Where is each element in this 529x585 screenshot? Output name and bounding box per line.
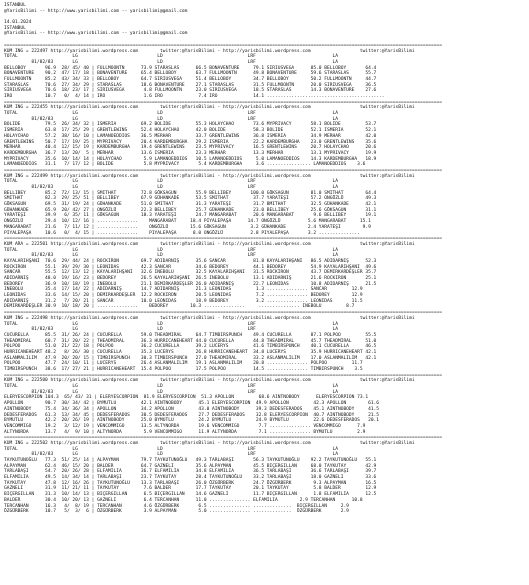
report-line: ONGÖZLÜ 29.4 10/ 12/ 16 | ............... MANGARABAT 18.4 PIYALEPAŞA 14.7 ONGÖZLÜ 5.6 MANGARABAT 15.1 bbox=[4, 219, 371, 225]
report-line: TIMBIRSPUNCH 38.6 17/ 27/ 21 | HURRICANEHEART 15.4 POLPOO 17.5 POLPOO 14.5 ............... TIMBIRSPUNCH 3.5 bbox=[4, 367, 363, 372]
report-line: MYPRIVACY 35.6 10/ 14/ 14 | HOLAYCHAO 5.9 LAMANOEDDIOS 10.5 LAMANOEDDIOS 5.0 LAMANOEDDIOS 14.3 KARDEMBURGHA 18.9 bbox=[4, 156, 377, 162]
report-line: TOTAL LG LD LRF LA bbox=[4, 111, 338, 117]
report-line: ISTANBUL bbox=[4, 3, 26, 8]
report-line: MERHAR 40.4 12/ 15/ 19 | KARDEMBURGHA 19.4 GRENTLEWINS 23.5 MYPRIVACY 16.5 GRENTLEWINS 20.7 HOLAYCHAO 20.6 bbox=[4, 145, 377, 151]
report-line: KUM ING = 222502 http://yarisbilimi.wordpress.com twitter:@YarisBilimi - http://yarisbilimi.wordpress.com twitter:@YarisBilimi bbox=[4, 440, 415, 446]
report-line: YARATEŞI 39.9 6/ 35/ 11 | GÖKSAGUN 18.3 YARATEŞI 24.7 MANGARABAT 20.6 MANGARABAT 9.6 BELLIBEY 19.1 bbox=[4, 213, 377, 219]
report-line: 81/82/83 LG LD LRF LA bbox=[4, 389, 338, 395]
report-line: BIÇERGILLAN 31.3 10/ 14/ 13 | BIÇERGILLAN 6.5 BIÇERGILLAN 14.6 GAZNELI 11.7 BIÇERGILLAN 1.8 ELFAMILIA 12.5 bbox=[4, 492, 377, 498]
report-line: GAZNELI 31.9 11/ 21/ 11 | TAYKUTAY 7.6 BALDER 17.7 TAYKUTAY 20.1 TAYKUTAY 5.8 BALDER 12.9 bbox=[4, 486, 377, 492]
report-line: @YarisBilimi -- http://www.yarisbilimi.com -- yarisbilimi@gmail.com bbox=[4, 8, 188, 14]
report-line: SMITHAT 82.3 29/ 25/ 51 | BELLIBEY 67.9 GÜHANKADE 53.5 SMITHAT 37.7 YARATEŞI 57.2 ONGÖZLÜ 49.3 bbox=[4, 196, 377, 202]
report-line: HOLAYCHAO 57.2 38/ 16/ 10 | LAMANOEDDIOS 36.5 MERHAR 33.7 GRENTLEWINS 36.8 ISMERIA 34.9 MERHAR 42.0 bbox=[4, 133, 377, 139]
report-line: ================================================================================================================================================================ bbox=[4, 99, 442, 105]
report-line: ================================================================================================================================================================ bbox=[4, 236, 442, 242]
report-line: BYMUTLU 42.2 20/ 26/ 19 | AINTNOBODY 25.0 BYMUTLU 24.2 BYMUTLU 24.9 BYMUTLU 22.6 DEDESFERADOS 20.1 bbox=[4, 418, 380, 424]
report-line: TOTAL LG LD LRF LA bbox=[4, 247, 338, 253]
report-line: BEDOREY 36.9 10/ 18/ 19 | INEBOLU 21.1 DEMIRKARDEŞLER 26.0 ADIDARNIŞ 22.7 LEONIDAS 10.8 ADIDARNIŞ 21.5 bbox=[4, 281, 377, 287]
report-line: POLPOO 51.0 21/ 22/ 18 | POLPOO 36.2 CUCURELLA 39.2 LUCERYS 41.6 TIMBIRSPUNCH 40.1 CUCURELLA 46.5 bbox=[4, 344, 377, 350]
report-line: ÖZGÜRBERK 10.7 5/ 3/ 6 | ÖZGÜRBERK 3.9 ALPAYMAN 5.0 ............... .............. ÖZGÜRBERK 2.9 bbox=[4, 509, 349, 515]
report-line: 81/82/83 LG LD LRF LA bbox=[4, 185, 338, 190]
report-line: 81/82/83 LG LD LRF LA bbox=[4, 116, 338, 122]
report-line: ================================================================================================================================================================ bbox=[4, 42, 442, 48]
report-line: ADIDARNIŞ 48.0 19/ 16/ 23 | BEDOREY 26.5 KAYALARIHŞANI 26.5 INEBOLU 13.1 ADIDARNIŞ 21.6 ROCKIRON 25.1 bbox=[4, 276, 377, 281]
report-line: LEONIDAS 33.6 14/ 15/ 20 | DEMIRKARDEŞLER 12.2 ROCKIRON 20.5 LEONIDAS 7.2 ............... BEDOREY 12.9 bbox=[4, 293, 363, 299]
report-line: KUM ING = 222500 http://yarisbilimi.wordpress.com twitter:@YarisBilimi - http://yarisbilimi.wordpress.com twitter:@YarisBilimi bbox=[4, 378, 415, 384]
report-line: ISMERIA 63.8 17/ 25/ 29 | GRENTLEWINS 52.4 HOLAYCHAO 42.0 BOLIDE 58.3 BOLIDE 52.1 ISMERIA 52.1 bbox=[4, 128, 377, 134]
report-line: 81/82/83 LG LD LRF LA bbox=[4, 59, 338, 65]
report-line: SANCAR 55.5 12/ 13/ 12 | KAYALARIHŞANI 32.6 INEBOLU 32.5 KAYALARIHŞANI 31.5 ROCKIRON 43.7 DEMIRKARDEŞLER 35.7 bbox=[4, 270, 377, 276]
report-line: GÖKSAGUN 69.5 31/ 19/ 24 | GÜHANKADE 51.0 SMITHAT 31.3 YARATEŞI 31.7 BMITHAT 32.5 GÜHANKADE 42.1 bbox=[4, 202, 377, 208]
report-line: AINTNOBODY 75.4 34/ 36/ 34 | APOLLON 34.2 APOLLON 43.0 AINTNOBODY 39.3 DEDESFERADOS 45.1 AINTNOBODY 41.5 bbox=[4, 406, 380, 412]
report-line: BONAVENTURE 90.2 47/ 17/ 18 | BONAVENTURE 65.4 BELLOBOY 63.7 FULLMOONTN 49.8 BONAVENTURE 59.6 STARASLAS 55.7 bbox=[4, 71, 377, 77]
report-line: KUM ING = 222497 http://yarisbilimi.wordpress.com twitter:@YarisBilimi - http://yarisbilimi.wordpress.com twitter:@YarisBilimi bbox=[4, 48, 415, 54]
report-line: TOTAL LG LD LRF LA bbox=[4, 321, 338, 327]
report-line: LAMANOEDDIOS 31.1 7/ 17/ 12 | BOLIDE 5.8 MYPRIVACY 5.4 KARDEMBURGHA 3.6 ................ LAMANOEDDIOS 3.6 bbox=[4, 162, 366, 168]
report-line: ASLANMALILIM 47.9 20/ 20/ 15 | TIMBIRSPUNCH 30.3 TIMBIRSPUNCH 27.0 THEADMIRAL 33.2 ASLANMALILIM 17.0 ASLANMALILIM 42.1 bbox=[4, 355, 377, 361]
report-line: STARASLAS 70.6 27/ 34/ 29 | STARASLAS 18.6 BONAVENTURE 27.1 STARASLAS 31.5 FULLMOONTN 20.0 SIRIUSVEGA 36.5 bbox=[4, 82, 377, 88]
report-line: 81/82/83 LG LD LRF LA bbox=[4, 327, 338, 333]
report-line: ALPAYMAN 62.4 46/ 15/ 20 | BALDER 64.7 GAZNELI 35.6 ALPAYMAN 45.5 BIÇERGILLAN 68.0 TAYKUTAY 42.9 bbox=[4, 463, 377, 469]
report-line: BELLOBOY 96.9 28/ 45/ 40 | FULLMOONTN 73.9 STARASLAS 66.5 BONAVENTURE 79.1 SIRIUSVEGA 85.0 BELLOBOY 64.4 bbox=[4, 65, 377, 71]
report-line: INEBOLU 35.4 17/ 14/ 22 | ADIDARNIŞ 14.7 ADIDARNIŞ 21.3 LEONIDAS 1.3 ............... SANCAR 12.9 bbox=[4, 287, 363, 293]
report-line: KUM ING = 222455 http://yarisbilimi.wordpress.com twitter:@YarisBilimi - http://yarisbilimi.wordpress.com twitter:@YarisBilimi bbox=[4, 105, 415, 111]
report-line: 14.01.2024 bbox=[4, 20, 32, 26]
report-line: GÜHANKADE 65.9 20/ 42/ 27 | ONGÖZLÜ 22.3 BELLIBEY 25.7 GÜHANKADE 23.0 BELLIBEY 25.6 GÖKSAGUN 31.1 bbox=[4, 207, 377, 213]
report-line: TERCANHAN 16.3 4/ 8/ 19 | TERCANHAN 4.6 ÖZGÜRBERK 6.5 ............... .............. BIÇERGILLAN 2.9 bbox=[4, 503, 349, 509]
report-line: TAYKUTUNOĞLU 77.3 51/ 25/ 14 | ALPAYMAN 79.7 TAYKUTUNOĞLU 49.3 TARLABAŞI 56.3 TAYKUTUNOĞLU 92.2 TAYKUTUNOĞLU 55.1 bbox=[4, 458, 377, 463]
report-line: KAYALARIHŞANI 70.6 29/ 44/ 24 | ROCKIRON 69.7 ADIDARNIŞ 35.6 SANCAR 81.8 KAYALARIHŞANI 86.5 ADIDARNIŞ 52.3 bbox=[4, 258, 377, 264]
report-line: 81/82/83 LG LD LRF LA bbox=[4, 253, 338, 259]
report-line: KUM ING = 222499 http://yarisbilimi.wordpress.com twitter:@YarisBilimi - http://yarisbilimi.wordpress.com twitter:@YarisBilimi bbox=[4, 173, 415, 179]
report-line: TARLABAŞI 54.7 20/ 26/ 28 | ELFAMILIA 36.7 ELFAMILIA 34.8 ELFAMILIA 36.5 TARLABAŞI 36.6 TARLABAŞI 39.7 bbox=[4, 469, 377, 475]
report-line: DEDESFERADOS 61.3 13/ 34/ 45 | DEDESFERADOS 30.5 DEDESFERADOS 27.7 DEDESFERADOS 32.8 ELERYESCORPION 40.7 AINTNOBODY 21.5 bbox=[4, 412, 380, 418]
report-line: ================================================================================================================================================================ bbox=[4, 372, 442, 378]
report-line: PIYALEPAŞA 10.6 0/ 4/ 15 | ............... PIYALEPAŞA 8.0 ONGÖZLÜ 2.8 PIYALEPAŞA 3.2 ............... bbox=[4, 230, 360, 236]
report-line: TAYKUTAY 47.8 12/ 16/ 26 | TAYKUTUNOĞLU 13.3 TARLABAŞI 26.0 ÖZGÜRBERK 24.7 ÖZGÜRBERK 9.3 ALPAYMAN 16.5 bbox=[4, 480, 377, 486]
report-line: CUCURELLA 85.5 31/ 26/ 24 | CUCURELLA 59.0 THEADMIRAL 64.7 TIMBIRSPUNCH 49.4 CUCURELLA 87.1 POLPOO 55.5 bbox=[4, 332, 377, 338]
report-line: BOLIDE 79.5 26/ 34/ 32 | ISMERIA 69.2 BOLIDE 55.3 HOLAYCHAO 73.6 MYPRIVACY 58.1 BOLIDE 53.7 bbox=[4, 122, 377, 128]
report-line: ================================================================================================================================================================ bbox=[4, 310, 442, 316]
report-line: IRO 10.7 0/ 4/ 14 | IRO 1.6 IRO 7.4 IRO 14.1 ........................................... bbox=[4, 94, 385, 99]
report-line: DEMIRKARDEŞLER 30.9 10/ 18/ 20 | ............... BEDOREY 10.3 ............... ............... INEBOLU 8.7 bbox=[4, 304, 355, 310]
report-line: ================================================================================================================================================================ bbox=[4, 167, 442, 173]
report-line: MANGARABAT 21.6 7/ 11/ 12 | ............... ONGÖZLÜ 15.6 GÖKSAGUN 3.2 GÜHANKADE 2.4 YARATEŞI 9.9 bbox=[4, 224, 371, 230]
report-line: @YarisBilimi -- http://www.yarisbilimi.com -- yarisbilimi@gmail.com bbox=[4, 31, 188, 37]
report-line: ================================================================================================================================================================ bbox=[4, 435, 442, 441]
report-line: TOTAL LG LD LRF LA bbox=[4, 446, 338, 452]
report-line: FULLMOONTN 85.2 43/ 34/ 33 | BELLOBOY 64.7 SIRIUSVEGA 51.4 BELLOBOY 34.7 BELLOBOY 50.2 FULLMOONTN 44.7 bbox=[4, 76, 377, 82]
report-line: TOTAL LG LD LRF LA bbox=[4, 179, 338, 185]
report-line: GRENTLEWINS 50.7 17/ 19/ 25 | MYPRIVACY 20.4 KARDEMBURGHA 29.2 ISMERIA 22.2 KARDEMBURGHA 23.0 GRENTLEWINS 35.6 bbox=[4, 139, 377, 145]
report-line: TOTAL LG LD LRF LA bbox=[4, 384, 338, 390]
report-line: ELERYESCORPION 104.3 65/ 43/ 31 | ELERYESCORPION 81.9 ELERYESCORPION 51.3 APOLLON 68.6 AINTNOBODY ELERYESCORPION 73.1 bbox=[4, 395, 369, 401]
report-line: ALTYNORDA 13.7 4/ 9/ 10 | ALTYNORDA 5.9 VENCOMMIGO 11.9 ALTYNORDA 7.1 ............... BYMUTLU 2.9 bbox=[4, 429, 366, 435]
report-line: KUM ARA = 222501 http://yarisbilimi.wordpress.com twitter:@YarisBilimi - http://yarisbilimi.wordpress.com twitter:@YarisBilimi bbox=[4, 241, 415, 247]
report-line: ROCKIRON 55.1 39/ 29/ 30 | LEONIDAS 42.3 SANCAR 34.6 BEDOREY 44.1 BEDOREY 54.9 KAYALARIHŞANI 49.6 bbox=[4, 264, 377, 270]
report-line: SIRIUSVEGA 70.6 18/ 23/ 17 | SIRIUSVEGA 4.8 FULLMOONTN 23.0 SIRIUSVEGA 18.5 STARASLAS 14.3 BONAVENTURE 27.6 bbox=[4, 88, 377, 94]
report-line: KUM ING = 222498 http://yarisbilimi.wordpress.com twitter:@YarisBilimi - http://yarisbilimi.wordpress.com twitter:@YarisBilimi bbox=[4, 315, 415, 321]
report-line: HURRICANEHEART 48.2 8/ 26/ 30 | CUCURELLA 35.3 LUCERYS 26.8 HURRICANEHEART 34.8 LUCERYS 35.9 HURRICANEHEART 42.1 bbox=[4, 349, 377, 355]
report-line: APOLLON 90.7 30/ 34/ 42 | BYMUTLU 42.1 AINTNOBODY 45.1 ELERYESCORPION 49.9 APOLLON 42.3 APOLLON 61.6 bbox=[4, 401, 380, 407]
report-line: VENCOMMIGO 19.2 3/ 12/ 19 | VENCOMMIGO 13.5 ALTYNORDA 19.6 VENCOMMIGO 7.7 ............... VENCOMMIGO 7.9 bbox=[4, 423, 366, 429]
report-line: ISTANBUL bbox=[4, 25, 26, 31]
report-line: BALDER 30.4 10/ 20/ 13 | GAZNELI 6.4 TERCANHAN 11.0 ............... ELFAMILIA 2.9 TERCANHAN 10.8 bbox=[4, 497, 363, 503]
report-line: POLPOO 47.7 24/ 10/ 11 | LUCERYS 26.4 ASLANMALILIM 19.1 ASLANMALILIM 20.8 ............... POLPOO 11.7 bbox=[4, 361, 363, 367]
report-line: ELFAMILIA 49.5 14/ 34/ 14 | TARLABAŞI 23.7 TAYKUTAY 28.4 TAYKUTUNOĞLU 33.2 TARLABAŞI 18.0 GAZNELI 33.6 bbox=[4, 475, 377, 481]
report-line: 81/82/83 LG LD LRF LA bbox=[4, 452, 338, 458]
report-line: KARDEMBURGHA 36.7 13/ 20/ 5 | MERHAR 13.6 ISMERIA 23.3 MERHAR 13.3 MERHAR 13.1 MYPRIVACY 19.9 bbox=[4, 150, 377, 156]
report-line: ADIDARNIŞ 31.2 7/ 20/ 21 | SANCAR 10.0 LEONIDAS 18.9 BEDOREY 3.2 ............... LEONIDAS 11.5 bbox=[4, 298, 363, 304]
report-line: THEADMIRAL 60.7 31/ 20/ 22 | THEADMIRAL 36.3 HURRICANEHEART 44.0 CUCURELLA 44.8 THEADMIRAL 45.7 THEADMIRAL 51.0 bbox=[4, 338, 377, 344]
report-line: BELLIBEY 85.2 72/ 13/ 15 | SMITHAT 72.8 GÖKSAGUN 55.9 BELLIBEY 100.0 GÖKSAGUN 81.0 SMITHAT 64.4 bbox=[4, 190, 377, 196]
report-line: TOTAL LG LD LRF LA bbox=[4, 54, 338, 60]
